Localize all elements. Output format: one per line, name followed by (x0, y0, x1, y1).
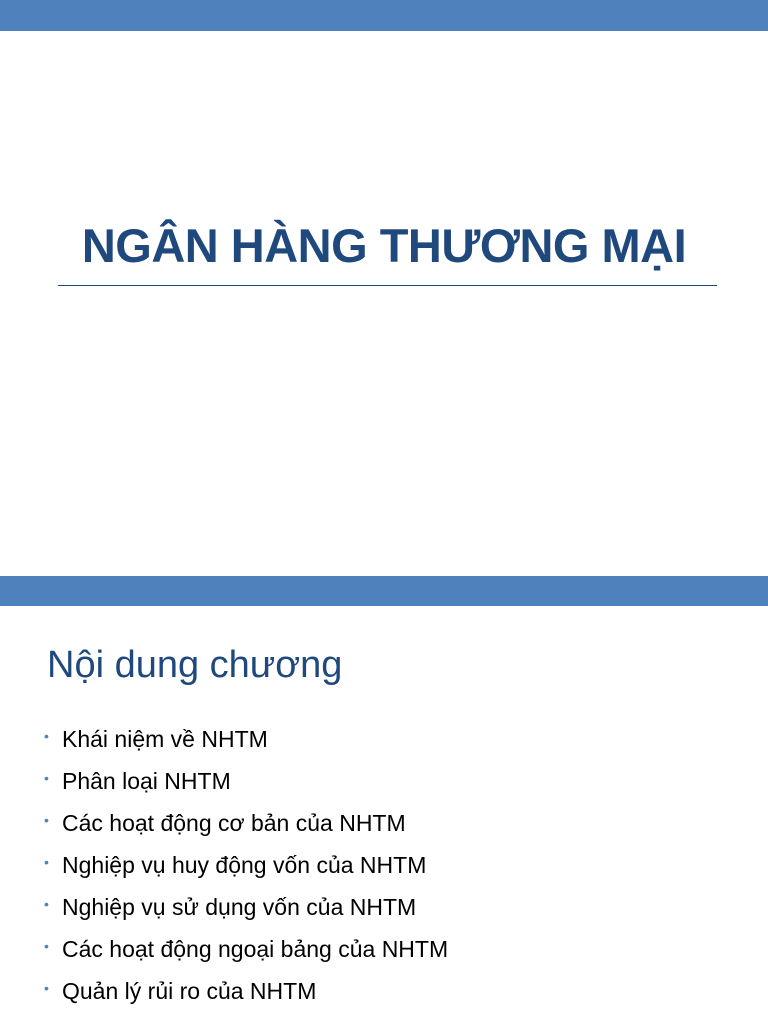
bullet-icon: • (44, 854, 49, 870)
bullet-icon: • (44, 938, 49, 954)
bullet-list (44, 718, 448, 1012)
bullet-icon: • (44, 896, 49, 912)
slide-header-bar (0, 0, 768, 31)
list-item (44, 886, 448, 928)
bullet-icon: • (44, 812, 49, 828)
list-item-text: Nghiệp vụ huy động vốn của NHTM (62, 852, 427, 878)
list-item (44, 928, 448, 970)
list-item-text: Các hoạt động cơ bản của NHTM (62, 810, 406, 836)
list-item-text: Nghiệp vụ sử dụng vốn của NHTM (62, 894, 417, 920)
slide-title: NGÂN HÀNG THƯƠNG MẠI (81, 219, 687, 272)
list-item (44, 718, 448, 760)
list-item (44, 760, 448, 802)
slide-heading: Nội dung chương (47, 644, 343, 686)
list-item-text: Phân loại NHTM (62, 768, 231, 794)
list-item (44, 802, 448, 844)
list-item (44, 844, 448, 886)
slide-header-bar (0, 576, 768, 606)
list-item-text: Quản lý rủi ro của NHTM (62, 978, 317, 1004)
title-underline (58, 285, 717, 286)
list-item (44, 970, 448, 1012)
bullet-icon: • (44, 728, 49, 744)
list-item-text: Khái niệm về NHTM (62, 726, 268, 752)
bullet-icon: • (44, 770, 49, 786)
list-item-text: Các hoạt động ngoại bảng của NHTM (62, 936, 449, 962)
contents-slide (0, 576, 768, 1024)
bullet-icon: • (44, 980, 49, 996)
